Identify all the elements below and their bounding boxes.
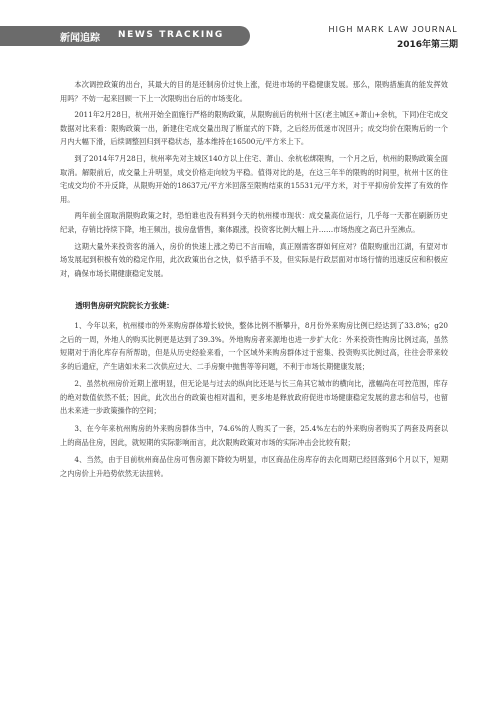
section-title-zh: 新闻追踪 xyxy=(60,33,100,44)
list-item: 1、今年以来，杭州楼市的外来购房群体增长较快，整体比例不断攀升，8月份外来购房比例已经达到了33.8%；g20之后的一周，外地人的购买比例更是达到了39.3%。外地购房者来源地也进一步扩大化：外来投资性购房比例过高，虽然短期对于消化库存有所帮助，但是从历史经验来看，一个区域外来购房群体过于密集、投资购买比例过高，往往会带来较多的后遗症，产生诸如未来二次供应过大、二手房聚中抛售等等问题，不利于市场长期健康发展； xyxy=(60,320,448,371)
list-item: 2、虽然杭州房价近期上涨明显，但无论是与过去的纵向比还是与长三角其它城市的横向比，涨幅尚在可控范围，库存的绝对数值依然不低；因此，此次出台的政策也相对温和，更多地是释放政府促进市场健康稳定发展的意志和信号，也留出未来进一步政策操作的空间； xyxy=(60,379,448,416)
list-item: 3、在今年来杭州购房的外来购房群体当中，74.6%的人购买了一套，25.4%左右的外来购房者购买了两套及两套以上的商品住房，因此，就短期的实际影响而言，此次限购政策对市场的实际冲击会比较有限； xyxy=(60,424,448,447)
paragraph: 到了2014年7月28日，杭州率先对主城区140方以上住宅、萧山、余杭松绑限购，一个月之后，杭州的限购政策全面取消。解限前后，成交量上升明显，成交价格走向较为平稳。值得对比的是，在这三年半的限购的时间里，杭州十区的住宅成交均价不升反降，从限购开始的18637元/平方米回落至限购结束的15531元/平方米，对于平抑房价发挥了有效的作用。 xyxy=(60,153,448,204)
paragraph: 这期大量外来投资客的涌入，房价的快速上涨之势已不言而喻，真正刚需客群如何应对？值限购重出江湖，有望对市场发展起到积极有效的稳定作用，此次政策出台之快，似乎措手不及，但实际是行政层面对市场行情的迅速反应和积极应对，确保市场长期健康稳定发展。 xyxy=(60,241,448,278)
page-header xyxy=(0,0,500,62)
section-gap xyxy=(60,283,448,299)
subsection-title: 透明售房研究院院长方张婕： xyxy=(75,301,174,311)
journal-name: HIGH MARK LAW JOURNAL xyxy=(328,25,458,34)
list-item: 4、当然，由于目前杭州商品住房可售房源下降较为明显，市区商品住房库存的去化周期已经回落到6个月以下，短期之内房价上升趋势依然无法扭转。 xyxy=(60,455,448,478)
issue-number: 2016年第三期 xyxy=(396,40,458,50)
section-title-en: NEWS TRACKING xyxy=(118,30,224,40)
paragraph: 两年前全面取消限购政策之时，恐怕谁也没有料到今天的杭州楼市现状：成交量高位运行，几乎每一天都在刷新历史纪录，存销比持续下降，地王频出，拔房盘惜售，棄体跟涨，投资客比例大幅上升……市场热度之高已升至沸点。 xyxy=(60,211,448,234)
paragraph: 本次调控政策的出台，其最大的目的是还制房价过快上涨，促进市场的平稳健康发展。那么，限购措施真的能发挥效用吗？不妨一起来回顾一下上一次限购出台后的市场变化。 xyxy=(60,80,448,103)
paragraph: 2011年2月28日，杭州开始全面施行严格的限购政策，从限购前后的杭州十区(老主城区+萧山+余杭，下同)住宅成交数据对比来看：限购政策一出，新建住宅成交量出现了断崖式的下降，之后经历低迷市况回升；成交均价在限购后的一个月内大幅下滑，后续调整回归到平稳状态，基本维持在16500元/平方米上下。 xyxy=(60,110,448,147)
article-body xyxy=(60,78,448,484)
